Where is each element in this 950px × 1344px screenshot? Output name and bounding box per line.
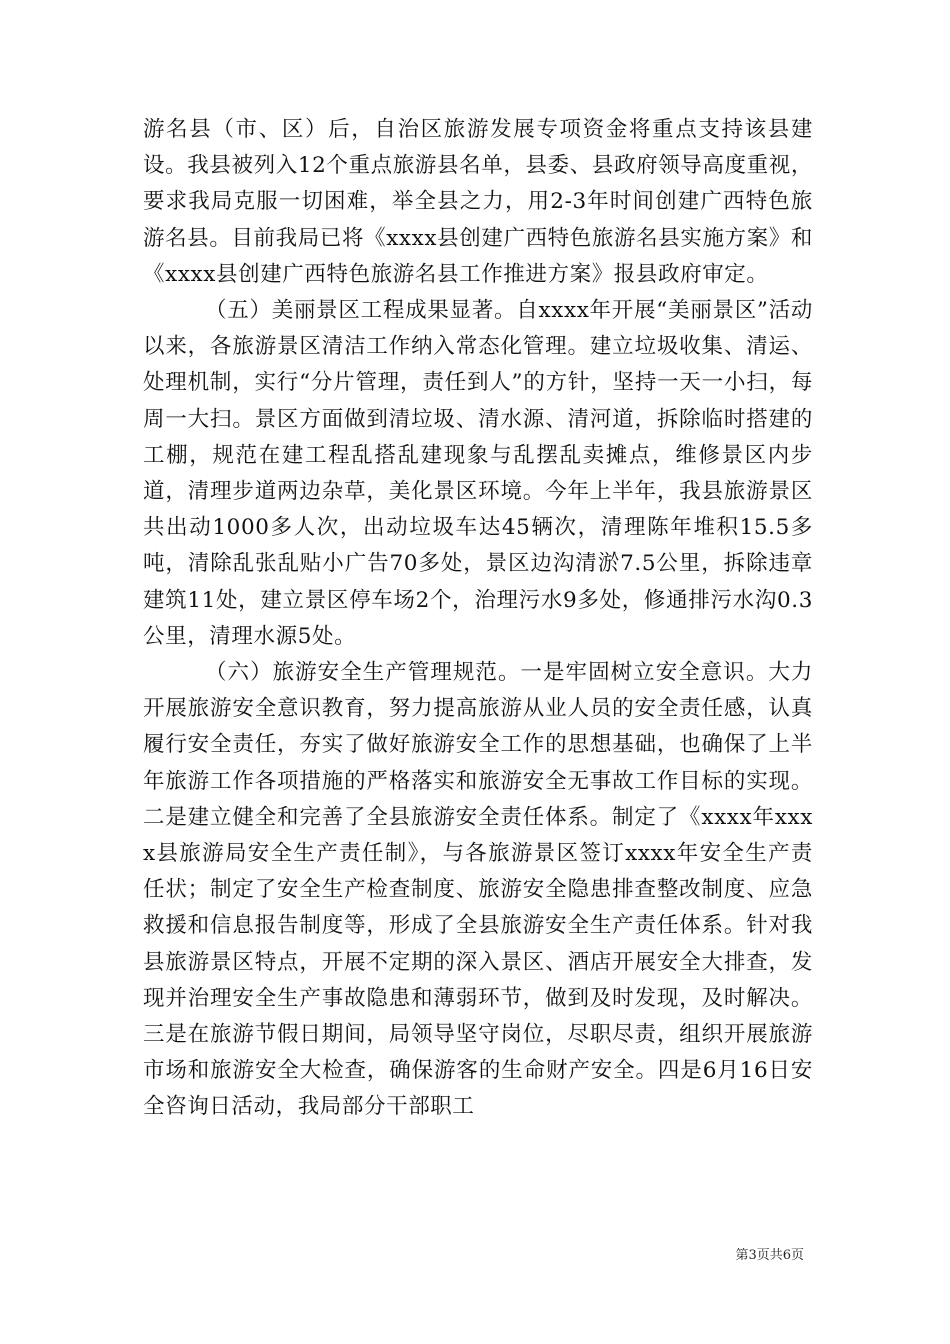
paragraph-1: 游名县（市、区）后，自治区旅游发展专项资金将重点支持该县建设。我县被列入12个重点旅游县名单，县委、县政府领导高度重视，要求我局克服一切困难，举全县之力，用2-3年时间创建广西特色旅游名县。目前我局已将《xxxx县创建广西特色旅游名县实施方案》和《xxxx县创建广西特色旅游名县工作推进方案》报县政府审定。 bbox=[143, 117, 813, 287]
document-body bbox=[143, 112, 813, 1126]
page-number: 第3页共6页 bbox=[735, 1248, 804, 1263]
paragraph-3: （六）旅游安全生产管理规范。一是牢固树立安全意识。大力开展旅游安全意识教育，努力提高旅游从业人员的安全责任感，认真履行安全责任，夯实了做好旅游安全工作的思想基础，也确保了上半年旅游工作各项措施的严格落实和旅游安全无事故工作目标的实现。二是建立健全和完善了全县旅游安全责任体系。制定了《xxxx年xxxx县旅游局安全生产责任制》，与各旅游景区签订xxxx年安全生产责任状；制定了安全生产检查制度、旅游安全隐患排查整改制度、应急救援和信息报告制度等，形成了全县旅游安全生产责任体系。针对我县旅游景区特点，开展不定期的深入景区、酒店开展安全大排查，发现并治理安全生产事故隐患和薄弱环节，做到及时发现，及时解决。三是在旅游节假日期间，局领导坚守岗位，尽职尽责，组织开展旅游市场和旅游安全大检查，确保游客的生命财产安全。四是6月16日安全咨询日活动，我局部分干部职工 bbox=[143, 660, 813, 1120]
paragraph-2: （五）美丽景区工程成果显著。自xxxx年开展“美丽景区”活动以来，各旅游景区清洁工作纳入常态化管理。建立垃圾收集、清运、处理机制，实行“分片管理，责任到人”的方针，坚持一天一小扫，每周一大扫。景区方面做到清垃圾、清水源、清河道，拆除临时搭建的工棚，规范在建工程乱搭乱建现象与乱摆乱卖摊点，维修景区内步道，清理步道两边杂草，美化景区环境。今年上半年，我县旅游景区共出动1000多人次，出动垃圾车达45辆次，清理陈年堆积15.5多吨，清除乱张乱贴小广告70多处，景区边沟清淤7.5公里，拆除违章建筑11处，建立景区停车场2个，治理污水9多处，修通排污水沟0.3公里，清理水源5处。 bbox=[143, 298, 813, 649]
